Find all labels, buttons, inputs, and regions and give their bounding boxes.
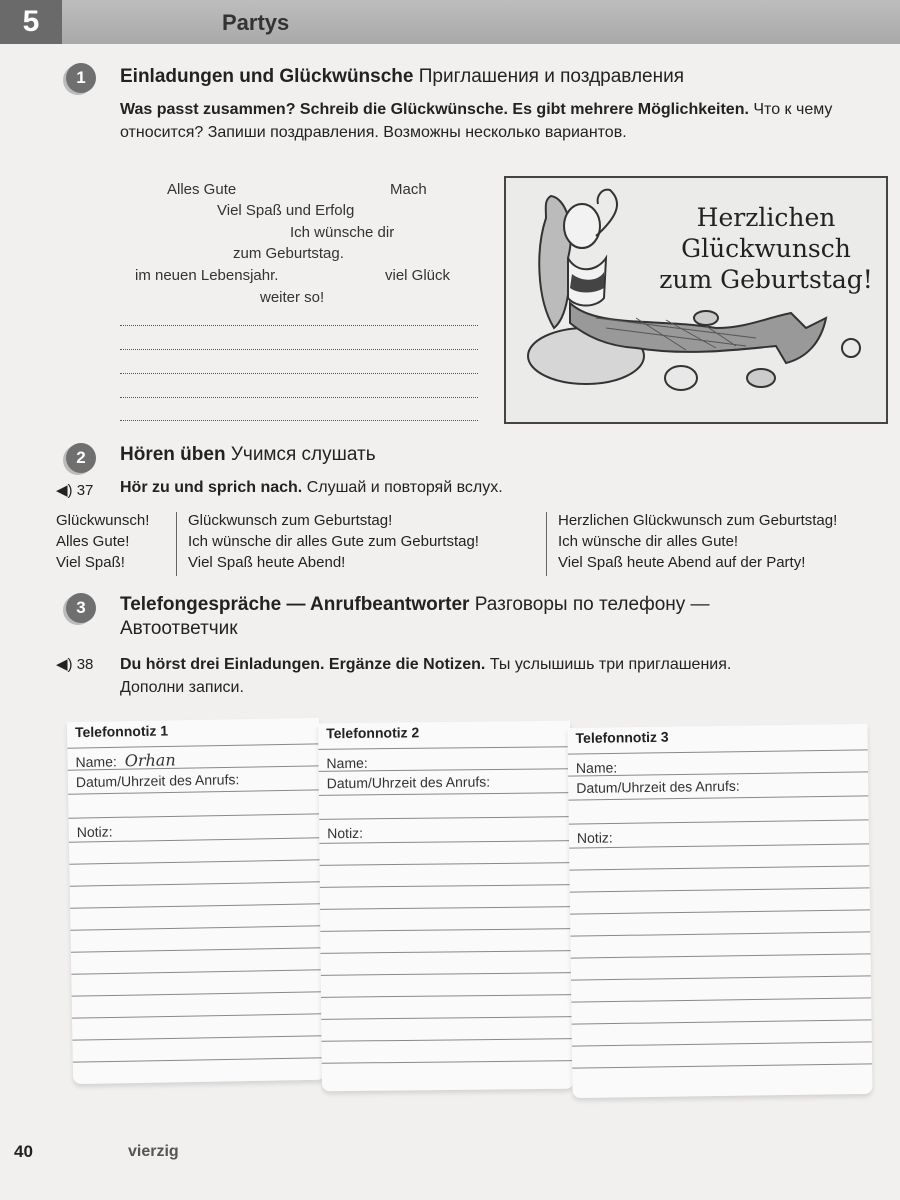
birthday-card <box>504 176 888 424</box>
section2-instruction <box>120 479 503 497</box>
word-chip: Alles Gute <box>167 181 237 198</box>
section1-instr-ru: Что к чему относится? Запиши поздравления. Возможны несколько вариантов. <box>120 101 833 141</box>
ruled-line <box>322 1061 574 1064</box>
ruled-line <box>319 817 571 820</box>
section1-title-de: Einladungen und Glückwünsche <box>120 66 414 87</box>
ruled-line <box>568 772 868 776</box>
ruled-line <box>571 976 871 980</box>
ruled-lines <box>318 721 574 1092</box>
note-title: Telefonnotiz 2 <box>326 724 420 742</box>
section1-instruction <box>120 98 890 144</box>
ruled-line <box>67 744 319 748</box>
ruled-line <box>319 793 571 796</box>
word-chip: Viel Spaß und Erfolg <box>217 202 355 219</box>
ruled-line <box>320 929 572 932</box>
ruled-line <box>320 951 572 954</box>
phrase: Ich wünsche dir alles Gute zum Geburtstag! <box>188 533 479 550</box>
chapter-number-box <box>0 0 62 44</box>
listen-column-3 <box>558 510 837 573</box>
ruled-line <box>569 866 869 870</box>
note-field-label: Notiz: <box>76 823 113 841</box>
section3-instr-ru-2: Дополни записи. <box>120 679 244 696</box>
card-line: zum Geburtstag! <box>659 265 873 294</box>
card-greeting <box>656 202 876 295</box>
answer-line[interactable] <box>120 325 478 326</box>
ruled-line <box>69 860 321 864</box>
section3-instr-ru: Ты услышишь три приглашения. <box>489 656 732 673</box>
phrase: Viel Spaß! <box>56 554 125 571</box>
section3-title-de: Telefongespräche — Anrufbeantworter <box>120 594 470 615</box>
section3-instr-de: Du hörst drei Einladungen. Ergänze die Notizen. <box>120 656 486 673</box>
name-label: Name: <box>326 754 368 772</box>
note-field-label: Notiz: <box>576 829 613 846</box>
date-field[interactable]: Datum/Uhrzeit des Anrufs: <box>326 773 491 792</box>
word-chip: Ich wünsche dir <box>290 224 395 241</box>
section1-instr-de: Was passt zusammen? Schreib die Glückwünsche. Es gibt mehrere Möglichkeiten. <box>120 101 749 118</box>
phone-note-1[interactable] <box>67 718 325 1084</box>
audio-track-37[interactable] <box>56 481 93 499</box>
section1-title <box>120 66 684 88</box>
ruled-lines <box>67 718 325 1084</box>
ruled-line <box>70 882 322 886</box>
section1-title-ru: Приглашения и поздравления <box>418 66 685 87</box>
track-number: 38 <box>76 656 94 673</box>
ruled-line <box>569 820 869 824</box>
ruled-line <box>572 1064 872 1068</box>
ruled-line <box>68 790 320 794</box>
column-divider <box>176 512 177 576</box>
exercise-number-1: 1 <box>66 63 96 93</box>
note-title: Telefonnotiz 1 <box>74 722 169 741</box>
ruled-line <box>72 1036 324 1040</box>
ruled-line <box>568 796 868 800</box>
section2-title-de: Hören üben <box>120 444 226 465</box>
word-chip: viel Glück <box>385 267 451 284</box>
note-title: Telefonnotiz 3 <box>575 728 669 746</box>
name-label: Name: <box>575 759 618 776</box>
phrase: Viel Spaß heute Abend auf der Party! <box>558 554 806 571</box>
name-value: Orhan <box>124 750 176 771</box>
card-line: Herzlichen <box>696 203 836 232</box>
chapter-title: Partys <box>222 10 290 35</box>
page-number: 40 <box>14 1142 33 1161</box>
chapter-number: 5 <box>22 5 40 38</box>
ruled-line <box>319 769 571 772</box>
ruled-line <box>321 1039 573 1042</box>
column-divider <box>546 512 547 576</box>
phrase: Ich wünsche dir alles Gute! <box>558 533 739 550</box>
answer-line[interactable] <box>120 397 478 398</box>
name-label: Name: <box>75 753 117 771</box>
audio-track-38[interactable] <box>56 655 93 673</box>
word-chip: im neuen Lebensjahr. <box>135 267 279 284</box>
ruled-line <box>571 954 871 958</box>
ruled-line <box>320 863 572 866</box>
word-chip: zum Geburtstag. <box>233 245 344 262</box>
ruled-line <box>320 907 572 910</box>
phrase: Glückwunsch! <box>56 512 150 529</box>
ruled-line <box>571 998 871 1002</box>
answer-line[interactable] <box>120 373 478 374</box>
phrase: Viel Spaß heute Abend! <box>188 554 346 571</box>
ruled-line <box>572 1020 872 1024</box>
ruled-line <box>72 992 324 996</box>
header-band <box>62 0 900 44</box>
section3-title-ru-2: Автоответчик <box>120 618 238 639</box>
ruled-line <box>71 948 323 952</box>
ruled-line <box>68 766 320 770</box>
ruled-line <box>73 1058 325 1062</box>
date-field[interactable]: Datum/Uhrzeit des Anrufs: <box>576 777 740 796</box>
exercise-number-2: 2 <box>66 443 96 473</box>
phone-note-2[interactable] <box>318 721 574 1092</box>
ruled-lines <box>567 724 872 1098</box>
ruled-line <box>72 1014 324 1018</box>
section3-title-ru: Разговоры по телефону — <box>474 594 710 615</box>
phrase: Alles Gute! <box>56 533 130 550</box>
phrase: Herzlichen Glückwunsch zum Geburtstag! <box>558 512 838 529</box>
ruled-line <box>319 841 571 844</box>
exercise-number-3: 3 <box>66 593 96 623</box>
section3-title <box>120 594 710 616</box>
ruled-line <box>70 904 322 908</box>
track-number: 37 <box>76 482 94 499</box>
ruled-line <box>321 995 573 998</box>
speaker-icon: ◀) <box>56 482 73 499</box>
ruled-line <box>572 1042 872 1046</box>
note-field-label: Notiz: <box>327 824 364 842</box>
listen-column-1 <box>56 510 149 573</box>
answer-line[interactable] <box>120 349 478 350</box>
answer-line[interactable] <box>120 420 478 421</box>
ruled-line <box>321 1017 573 1020</box>
ruled-line <box>570 932 870 936</box>
phrase: Glückwunsch zum Geburtstag! <box>188 512 393 529</box>
ruled-line <box>70 926 322 930</box>
ruled-line <box>69 814 321 818</box>
ruled-line <box>320 885 572 888</box>
section3-instruction <box>120 653 900 699</box>
card-line: Glückwunsch <box>681 234 851 263</box>
section2-instr-ru: Слушай и повторяй вслух. <box>306 479 503 496</box>
ruled-line <box>318 747 570 750</box>
date-field[interactable]: Datum/Uhrzeit des Anrufs: <box>75 771 240 791</box>
phone-note-3[interactable] <box>567 724 872 1098</box>
speaker-icon: ◀) <box>56 656 73 673</box>
section2-title-ru: Учимся слушать <box>230 444 376 465</box>
ruled-line <box>569 844 869 848</box>
page-number-word: vierzig <box>128 1143 179 1160</box>
section2-title <box>120 444 376 466</box>
ruled-line <box>321 973 573 976</box>
word-chip: Mach <box>390 181 427 198</box>
ruled-line <box>570 888 870 892</box>
ruled-line <box>570 910 870 914</box>
word-chip: weiter so! <box>260 289 325 306</box>
listen-column-2 <box>188 510 479 573</box>
section2-instr-de: Hör zu und sprich nach. <box>120 479 303 496</box>
ruled-line <box>71 970 323 974</box>
ruled-line <box>69 838 321 842</box>
ruled-line <box>568 750 868 754</box>
